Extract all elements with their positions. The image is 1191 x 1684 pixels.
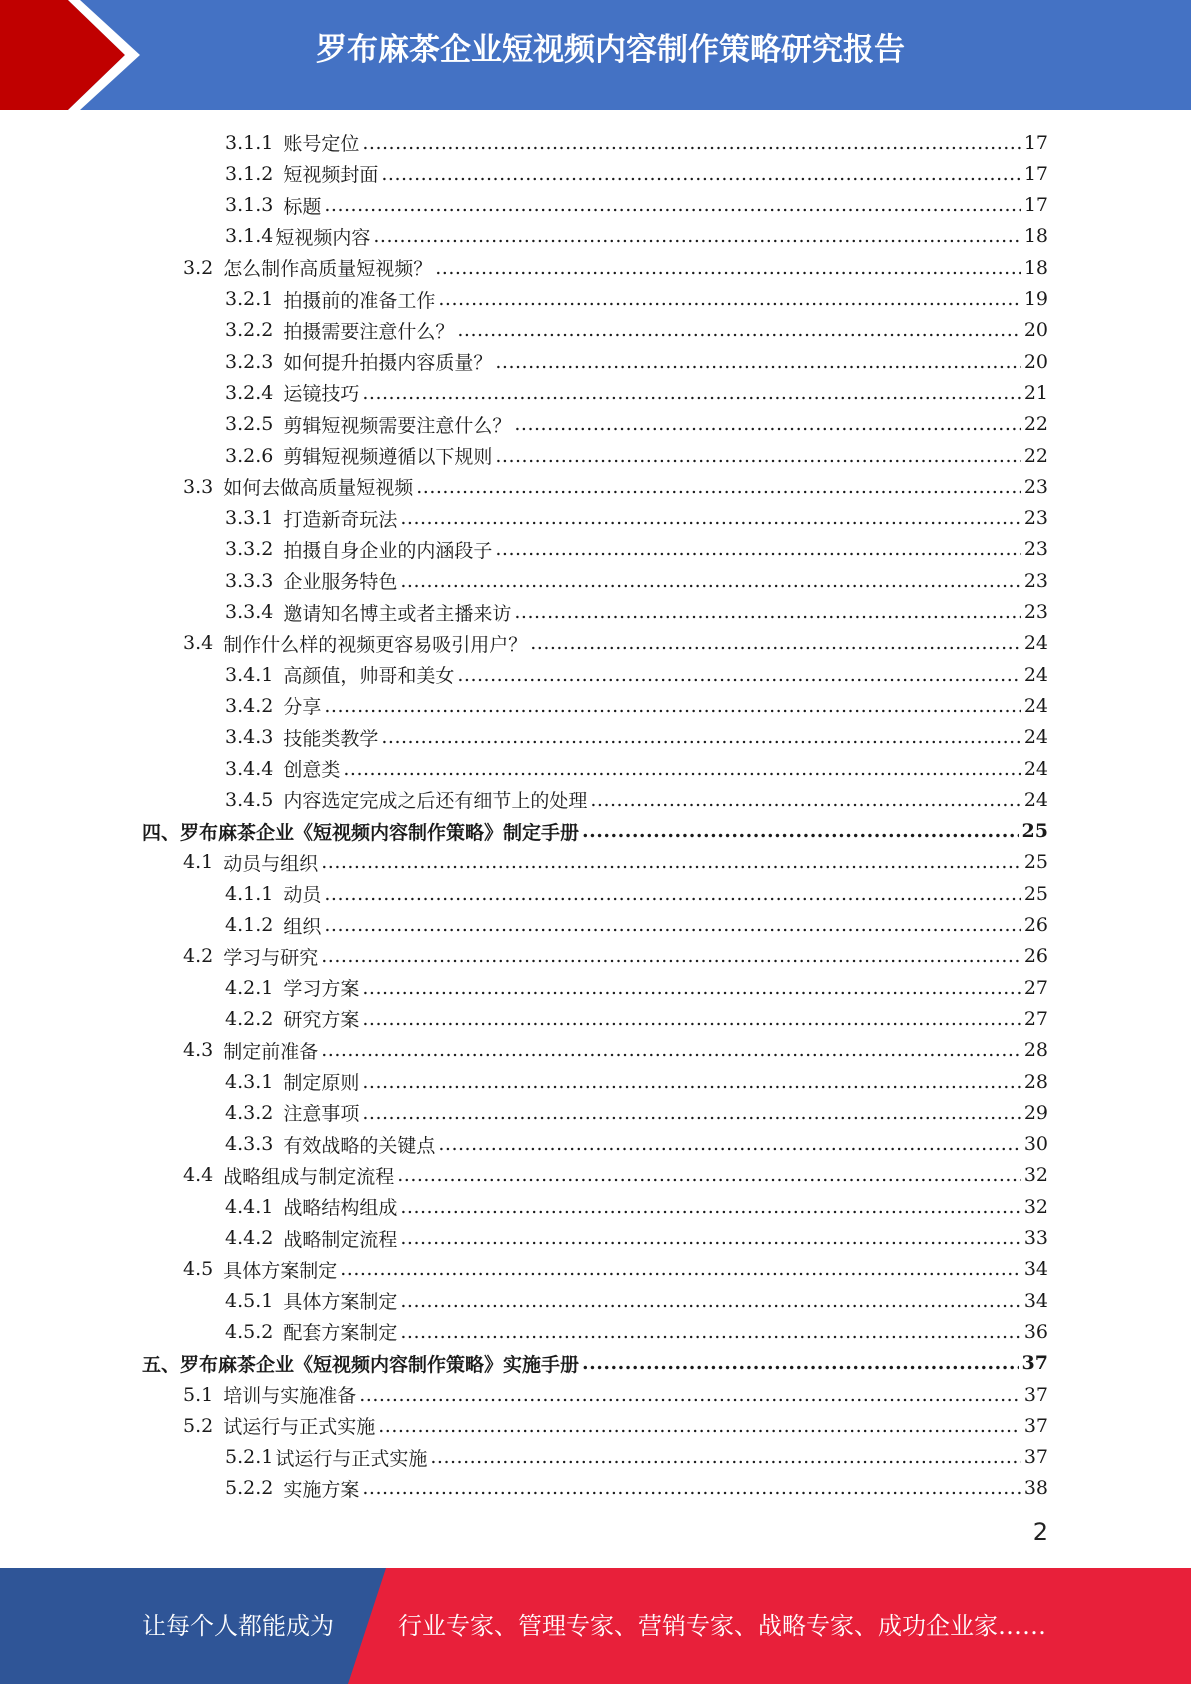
toc-entry[interactable] bbox=[225, 377, 1048, 408]
toc-leader-dots bbox=[514, 597, 1020, 628]
toc-leader-dots bbox=[324, 878, 1020, 909]
toc-entry-number: 3.3 bbox=[183, 475, 214, 498]
toc-entry-page: 23 bbox=[1023, 475, 1048, 498]
toc-entry-number: 3.1.1 bbox=[225, 131, 274, 154]
toc-entry[interactable] bbox=[225, 722, 1048, 753]
toc-entry-title: 配套方案制定 bbox=[283, 1322, 398, 1345]
toc-entry-page: 25 bbox=[1023, 882, 1048, 905]
toc-leader-dots bbox=[590, 784, 1020, 815]
toc-entry-title: 五、罗布麻茶企业《短视频内容制作策略》实施手册 bbox=[142, 1353, 580, 1376]
toc-leader-dots bbox=[582, 816, 1019, 847]
toc-entry[interactable] bbox=[183, 1379, 1048, 1410]
toc-leader-dots bbox=[514, 409, 1020, 440]
toc-entry[interactable] bbox=[225, 284, 1048, 315]
toc-leader-dots bbox=[321, 847, 1021, 878]
toc-entry-page: 23 bbox=[1023, 569, 1048, 592]
toc-entry[interactable] bbox=[142, 1348, 1048, 1379]
toc-entry-number: 4.1.1 bbox=[225, 882, 274, 905]
toc-entry-number: 3.4.2 bbox=[225, 694, 274, 717]
toc-entry-title: 创意类 bbox=[283, 759, 341, 781]
toc-entry[interactable] bbox=[225, 690, 1048, 721]
toc-entry-title: 四、罗布麻茶企业《短视频内容制作策略》制定手册 bbox=[142, 821, 580, 844]
toc-entry-title: 内容选定完成之后还有细节上的处理 bbox=[283, 790, 588, 813]
toc-entry-page: 20 bbox=[1023, 319, 1048, 342]
toc-entry-title: 动员 bbox=[283, 884, 322, 907]
toc-entry-number: 5.2.1 bbox=[225, 1446, 274, 1469]
toc-entry-number: 5.1 bbox=[183, 1383, 214, 1406]
toc-entry-page: 25 bbox=[1023, 851, 1048, 874]
toc-leader-dots bbox=[362, 972, 1020, 1003]
toc-leader-dots bbox=[324, 910, 1020, 941]
toc-leader-dots bbox=[430, 1442, 1020, 1473]
toc-entry[interactable] bbox=[225, 565, 1048, 596]
toc-entry[interactable] bbox=[225, 1285, 1048, 1316]
toc-entry[interactable] bbox=[225, 503, 1048, 534]
toc-entry-number: 3.1.3 bbox=[225, 194, 274, 217]
toc-entry[interactable] bbox=[183, 628, 1048, 659]
toc-entry-number: 4.5.1 bbox=[225, 1289, 274, 1312]
toc-entry[interactable] bbox=[225, 1097, 1048, 1128]
toc-entry-page: 24 bbox=[1023, 694, 1048, 717]
toc-entry-page: 19 bbox=[1023, 288, 1048, 310]
toc-entry-page: 23 bbox=[1023, 538, 1048, 561]
toc-entry-number: 4.3 bbox=[183, 1039, 214, 1062]
toc-entry[interactable] bbox=[183, 847, 1048, 878]
toc-entry-number: 5.2.2 bbox=[225, 1477, 274, 1500]
toc-entry-number: 3.3.1 bbox=[225, 507, 274, 530]
toc-entry-title: 拍摄前的准备工作 bbox=[283, 289, 436, 312]
toc-entry-number: 3.1.2 bbox=[225, 162, 274, 185]
toc-leader-dots bbox=[438, 1129, 1020, 1160]
toc-entry-title: 有效战略的关键点 bbox=[283, 1134, 436, 1157]
toc-entry-number: 3.3.4 bbox=[225, 601, 274, 623]
toc-leader-dots bbox=[400, 1191, 1020, 1222]
toc-entry-title: 战略结构组成 bbox=[283, 1197, 398, 1220]
toc-entry[interactable] bbox=[225, 1129, 1048, 1160]
toc-entry-page: 20 bbox=[1023, 350, 1048, 373]
toc-entry-number: 4.3.1 bbox=[225, 1070, 274, 1093]
toc-entry[interactable] bbox=[183, 1160, 1048, 1191]
toc-leader-dots bbox=[438, 284, 1020, 315]
toc-entry-page: 24 bbox=[1023, 726, 1048, 749]
toc-entry-title: 高颜值，帅哥和美女 bbox=[283, 665, 455, 688]
toc-entry-page: 23 bbox=[1023, 601, 1048, 623]
toc-entry[interactable] bbox=[225, 409, 1048, 440]
toc-entry[interactable] bbox=[225, 910, 1048, 941]
toc-entry-page: 18 bbox=[1023, 225, 1048, 248]
toc-entry-page: 22 bbox=[1023, 444, 1048, 467]
toc-entry-page: 30 bbox=[1023, 1133, 1048, 1156]
toc-entry-number: 3.4.1 bbox=[225, 663, 274, 686]
toc-entry-page: 32 bbox=[1023, 1195, 1048, 1218]
toc-leader-dots bbox=[340, 1254, 1021, 1285]
toc-entry[interactable] bbox=[225, 1191, 1048, 1222]
toc-entry-number: 4.4.2 bbox=[225, 1227, 274, 1249]
footer-slogan-right: 行业专家、管理专家、营销专家、战略专家、成功企业家…… bbox=[398, 1612, 1046, 1640]
toc-entry[interactable] bbox=[225, 659, 1048, 690]
toc-leader-dots bbox=[324, 690, 1020, 721]
toc-entry-title: 剪辑短视频需要注意什么？ bbox=[283, 414, 512, 437]
toc-entry-page: 38 bbox=[1023, 1477, 1048, 1500]
toc-entry-number: 3.2.2 bbox=[225, 319, 274, 342]
toc-leader-dots bbox=[495, 534, 1020, 565]
toc-entry-number: 4.4.1 bbox=[225, 1195, 274, 1218]
toc-entry-title: 试运行与正式实施 bbox=[275, 1447, 428, 1470]
toc-entry-page: 18 bbox=[1023, 256, 1048, 279]
toc-leader-dots bbox=[343, 753, 1020, 784]
toc-entry[interactable] bbox=[225, 127, 1048, 158]
toc-entry-number: 3.4 bbox=[183, 632, 214, 655]
toc-leader-dots bbox=[324, 190, 1020, 221]
toc-entry-page: 17 bbox=[1023, 194, 1048, 217]
toc-entry[interactable] bbox=[225, 1003, 1048, 1034]
toc-entry-title: 组织 bbox=[283, 915, 322, 938]
toc-leader-dots bbox=[582, 1348, 1019, 1379]
toc-entry[interactable] bbox=[225, 315, 1048, 346]
toc-entry-page: 24 bbox=[1023, 663, 1048, 686]
toc-entry-number: 4.1 bbox=[183, 851, 214, 874]
toc-entry-title: 拍摄自身企业的内涵段子 bbox=[283, 539, 493, 562]
toc-leader-dots bbox=[435, 252, 1021, 283]
toc-leader-dots bbox=[362, 1097, 1020, 1128]
toc-entry-title: 短视频内容 bbox=[275, 226, 371, 249]
toc-entry-title: 运镜技巧 bbox=[283, 383, 360, 406]
toc-entry-page: 28 bbox=[1023, 1039, 1048, 1062]
toc-leader-dots bbox=[416, 471, 1021, 502]
toc-entry-title: 标题 bbox=[283, 195, 322, 218]
toc-entry[interactable] bbox=[225, 1473, 1048, 1504]
toc-entry-title: 如何提升拍摄内容质量？ bbox=[283, 352, 493, 375]
toc-leader-dots bbox=[362, 1003, 1020, 1034]
toc-entry-number: 3.3.2 bbox=[225, 538, 274, 561]
toc-entry-page: 26 bbox=[1023, 914, 1048, 936]
toc-entry-title: 研究方案 bbox=[283, 1009, 360, 1032]
toc-entry-title: 学习与研究 bbox=[223, 946, 319, 969]
toc-leader-dots bbox=[373, 221, 1020, 252]
toc-entry[interactable] bbox=[183, 252, 1048, 283]
toc-entry-number: 4.2.1 bbox=[225, 976, 274, 999]
toc-entry-title: 学习方案 bbox=[283, 978, 360, 1001]
toc-entry-page: 17 bbox=[1023, 162, 1048, 185]
toc-entry-number: 3.2.1 bbox=[225, 288, 274, 310]
toc-leader-dots bbox=[400, 565, 1020, 596]
toc-entry-number: 4.3.2 bbox=[225, 1101, 274, 1124]
toc-entry-number: 4.3.3 bbox=[225, 1133, 274, 1156]
toc-entry-number: 3.2.6 bbox=[225, 444, 274, 467]
toc-entry-title: 短视频封面 bbox=[283, 164, 379, 187]
toc-entry[interactable] bbox=[225, 597, 1048, 628]
toc-entry-page: 17 bbox=[1023, 131, 1048, 154]
toc-entry-number: 3.2.4 bbox=[225, 381, 274, 404]
toc-entry[interactable] bbox=[183, 941, 1048, 972]
toc-entry-page: 24 bbox=[1023, 788, 1048, 811]
toc-entry[interactable] bbox=[225, 221, 1048, 252]
page-footer bbox=[0, 1568, 1191, 1684]
toc-entry-number: 3.3.3 bbox=[225, 569, 274, 592]
toc-entry-number: 3.1.4 bbox=[225, 225, 274, 248]
toc-leader-dots bbox=[400, 1285, 1020, 1316]
toc-entry-page: 21 bbox=[1023, 381, 1048, 404]
toc-entry-page: 27 bbox=[1023, 1007, 1048, 1030]
toc-leader-dots bbox=[457, 315, 1020, 346]
header-title: 罗布麻茶企业短视频内容制作策略研究报告 bbox=[316, 32, 905, 68]
toc-entry[interactable] bbox=[225, 753, 1048, 784]
toc-entry-title: 培训与实施准备 bbox=[223, 1385, 357, 1407]
toc-entry-page: 26 bbox=[1023, 945, 1048, 968]
toc-entry-page: 24 bbox=[1023, 632, 1048, 655]
toc-entry-title: 具体方案制定 bbox=[223, 1259, 338, 1282]
page-number: 2 bbox=[1032, 1518, 1048, 1546]
toc-entry-page: 24 bbox=[1023, 757, 1048, 780]
toc-entry-title: 战略制定流程 bbox=[283, 1228, 398, 1251]
toc-entry-title: 动员与组织 bbox=[223, 852, 319, 875]
toc-leader-dots bbox=[362, 1473, 1020, 1504]
toc-entry-title: 具体方案制定 bbox=[283, 1291, 398, 1314]
toc-leader-dots bbox=[378, 1410, 1021, 1441]
toc-entry[interactable] bbox=[225, 346, 1048, 377]
toc-leader-dots bbox=[321, 941, 1021, 972]
toc-entry[interactable] bbox=[225, 972, 1048, 1003]
toc-entry[interactable] bbox=[183, 471, 1048, 502]
toc-leader-dots bbox=[362, 127, 1020, 158]
toc-entry-title: 账号定位 bbox=[283, 133, 360, 155]
toc-entry-page: 37 bbox=[1023, 1383, 1048, 1406]
toc-entry-number: 4.2.2 bbox=[225, 1007, 274, 1030]
toc-entry-title: 企业服务特色 bbox=[283, 571, 398, 594]
toc-entry-page: 28 bbox=[1023, 1070, 1048, 1093]
toc-entry-page: 32 bbox=[1023, 1164, 1048, 1187]
toc-leader-dots bbox=[530, 628, 1021, 659]
toc-entry[interactable] bbox=[183, 1410, 1048, 1441]
toc-entry[interactable] bbox=[225, 878, 1048, 909]
toc-entry[interactable] bbox=[225, 1066, 1048, 1097]
toc-entry-number: 3.4.5 bbox=[225, 788, 274, 811]
toc-entry-page: 34 bbox=[1023, 1289, 1048, 1312]
toc-entry-title: 如何去做高质量短视频 bbox=[223, 477, 414, 500]
toc-entry-page: 33 bbox=[1023, 1227, 1048, 1249]
toc-entry-page: 22 bbox=[1023, 413, 1048, 436]
toc-entry-title: 试运行与正式实施 bbox=[223, 1416, 376, 1439]
toc-entry-title: 邀请知名博主或者主播来访 bbox=[283, 602, 512, 625]
toc-entry-page: 37 bbox=[1023, 1446, 1048, 1469]
toc-entry-title: 技能类教学 bbox=[283, 727, 379, 750]
toc-entry-title: 怎么制作高质量短视频？ bbox=[223, 258, 433, 281]
toc-entry-page: 23 bbox=[1023, 507, 1048, 530]
toc-entry-title: 制作什么样的视频更容易吸引用户？ bbox=[223, 633, 528, 656]
toc-entry-title: 分享 bbox=[283, 696, 322, 719]
toc-entry[interactable] bbox=[225, 1442, 1048, 1473]
toc-leader-dots bbox=[495, 346, 1020, 377]
toc-entry-title: 拍摄需要注意什么？ bbox=[283, 320, 455, 343]
toc-leader-dots bbox=[359, 1379, 1021, 1410]
toc-entry-number: 3.2 bbox=[183, 256, 214, 279]
toc-entry-page: 34 bbox=[1023, 1258, 1048, 1281]
toc-entry[interactable] bbox=[225, 190, 1048, 221]
toc-leader-dots bbox=[400, 1223, 1020, 1254]
toc-entry-page: 36 bbox=[1023, 1320, 1048, 1343]
toc-entry-title: 制定前准备 bbox=[223, 1040, 319, 1063]
toc-entry-number: 3.4.3 bbox=[225, 726, 274, 749]
toc-entry-page: 37 bbox=[1021, 1352, 1048, 1375]
toc-leader-dots bbox=[381, 722, 1020, 753]
toc-entry-title: 注意事项 bbox=[283, 1103, 360, 1126]
toc-entry[interactable] bbox=[183, 1035, 1048, 1066]
toc-entry-number: 4.5.2 bbox=[225, 1320, 274, 1343]
toc-entry[interactable] bbox=[225, 1223, 1048, 1254]
toc-leader-dots bbox=[400, 1316, 1020, 1347]
toc-leader-dots bbox=[362, 1066, 1020, 1097]
toc-leader-dots bbox=[321, 1035, 1021, 1066]
toc-leader-dots bbox=[400, 503, 1020, 534]
toc-entry-number: 4.5 bbox=[183, 1258, 214, 1281]
toc-entry[interactable] bbox=[225, 784, 1048, 815]
page-header bbox=[0, 0, 1191, 110]
toc-entry-title: 剪辑短视频遵循以下规则 bbox=[283, 446, 493, 468]
toc-leader-dots bbox=[457, 659, 1020, 690]
toc-entry-number: 3.2.3 bbox=[225, 350, 274, 373]
toc-entry-number: 3.2.5 bbox=[225, 413, 274, 436]
toc-entry-title: 制定原则 bbox=[283, 1072, 360, 1094]
toc-entry-number: 5.2 bbox=[183, 1414, 214, 1437]
toc-entry-title: 实施方案 bbox=[283, 1478, 360, 1501]
toc-entry-number: 3.4.4 bbox=[225, 757, 274, 780]
toc-leader-dots bbox=[495, 440, 1020, 471]
toc-leader-dots bbox=[381, 158, 1020, 189]
toc-entry-title: 打造新奇玩法 bbox=[283, 508, 398, 531]
toc-entry-number: 4.1.2 bbox=[225, 914, 274, 936]
toc-entry-title: 战略组成与制定流程 bbox=[223, 1165, 395, 1188]
toc-entry-number: 4.4 bbox=[183, 1164, 214, 1187]
toc-entry-page: 25 bbox=[1021, 820, 1048, 843]
toc-entry-page: 29 bbox=[1023, 1101, 1048, 1124]
footer-slogan-left: 让每个人都能成为 bbox=[142, 1612, 334, 1640]
toc-entry[interactable] bbox=[183, 1254, 1048, 1285]
toc-entry[interactable] bbox=[225, 1316, 1048, 1347]
toc-entry[interactable] bbox=[225, 158, 1048, 189]
toc-leader-dots bbox=[397, 1160, 1021, 1191]
toc-entry[interactable] bbox=[225, 440, 1048, 471]
toc-entry-page: 37 bbox=[1023, 1414, 1048, 1437]
toc-entry[interactable] bbox=[142, 816, 1048, 847]
toc-entry[interactable] bbox=[225, 534, 1048, 565]
toc-entry-number: 4.2 bbox=[183, 945, 214, 968]
toc-entry-page: 27 bbox=[1023, 976, 1048, 999]
toc-leader-dots bbox=[362, 377, 1020, 408]
